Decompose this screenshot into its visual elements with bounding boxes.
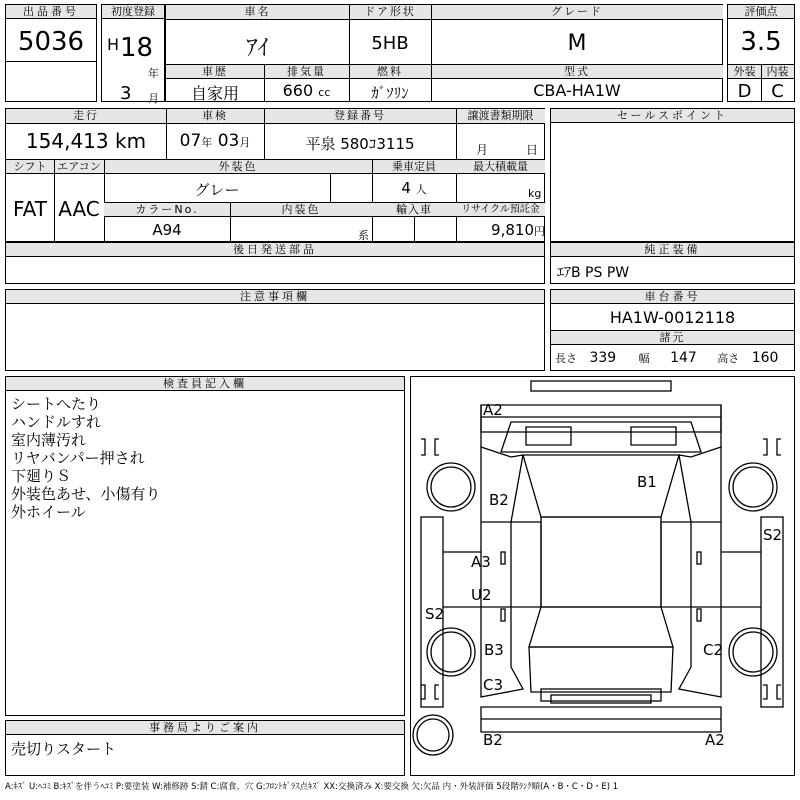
- era: H: [107, 35, 120, 54]
- load-label: 最大積載量: [456, 160, 545, 174]
- displacement-value: [264, 81, 349, 100]
- door-value: 5HB: [371, 33, 409, 54]
- month-unit: 月: [148, 92, 159, 105]
- specs-label: 諸元: [551, 331, 794, 345]
- sales-point-label: セールスポイント: [551, 109, 794, 123]
- displacement-number: 660: [282, 81, 314, 100]
- length-value: 339: [589, 350, 617, 366]
- equipment-value: ｴｱB PS PW: [557, 265, 630, 281]
- width-label: 幅: [638, 352, 650, 365]
- office-label: 事務局よりご案内: [6, 721, 404, 735]
- car-name-value: ｱｲ: [246, 36, 269, 61]
- score-value: 3.5: [740, 27, 782, 57]
- damage-label-b1: B1: [637, 473, 657, 491]
- int-color-label: 内装色: [230, 203, 372, 217]
- damage-label-c3: C3: [483, 676, 504, 694]
- ac-label: エアコン: [54, 160, 104, 174]
- damage-label-b2-bottom: B2: [483, 731, 503, 749]
- inspector-notes: [11, 395, 161, 521]
- int-color-unit: 系: [358, 229, 369, 242]
- lot-number-label: 出品番号: [6, 5, 96, 19]
- mileage-unit: km: [115, 129, 147, 153]
- score-label: 評価点: [728, 5, 794, 19]
- equipment-label: 純正装備: [551, 243, 794, 257]
- import-label: 輸入車: [372, 203, 456, 217]
- inspector-note: 下廻りＳ: [11, 467, 72, 485]
- grade-value: M: [567, 31, 587, 56]
- lot-number-value: 5036: [17, 27, 85, 57]
- damage-label-a2-top: A2: [483, 401, 503, 419]
- specs-row: [555, 350, 790, 366]
- inspector-box: [5, 376, 405, 716]
- legend-text: A:ｷｽﾞ U:ﾍｺﾐ B:ｷｽﾞを伴うﾍｺﾐ P:要塗装 W:補修跡 S:錆 C:腐食、穴 G:ﾌﾛﾝﾄｶﾞﾗｽ点ｷｽﾞ XX:交換済み X:要交換 欠:欠品 内・外装評価 5段階ﾗﾝｸ順(A・B・C・D・E) 1: [5, 782, 619, 792]
- recycle-label: リサイクル預託金: [456, 203, 545, 217]
- model-label: 型式: [431, 65, 723, 79]
- displacement-label: 排気量: [264, 65, 349, 79]
- mileage-label: 走行: [6, 109, 166, 124]
- car-diagram: [411, 377, 794, 775]
- office-note: 売切りスタート: [11, 740, 117, 758]
- mileage-number: 154,413: [25, 129, 109, 153]
- chassis-value: HA1W-0012118: [609, 308, 736, 327]
- recycle-value: [456, 221, 545, 239]
- inspector-label: 検査員記入欄: [6, 377, 404, 391]
- height-value: 160: [751, 350, 779, 366]
- sales-point-box: [550, 108, 795, 242]
- color-no-value: A94: [152, 221, 182, 239]
- reg-no-label: 登録番号: [264, 109, 456, 124]
- displacement-unit: cc: [318, 86, 331, 99]
- damage-label-s2-left: S2: [425, 605, 445, 623]
- car-name-label: 車名: [166, 5, 349, 20]
- score-box: [727, 4, 795, 102]
- width-value: 147: [670, 350, 697, 366]
- damage-label-b2-left: B2: [489, 491, 509, 509]
- reg-no-value: 平泉 580ｺ3115: [305, 135, 415, 153]
- chassis-label: 車台番号: [551, 290, 794, 304]
- recycle-number: 9,810: [491, 221, 534, 239]
- color-no-label: カラーNo.: [104, 203, 230, 217]
- damage-label-u2: U2: [471, 586, 492, 604]
- history-value: 自家用: [190, 84, 239, 103]
- inspector-note: 室内薄汚れ: [11, 431, 87, 449]
- inspection-value: 07年 03月: [179, 131, 251, 151]
- first-registration-box: [101, 4, 165, 105]
- equipment-box: [550, 242, 795, 284]
- ext-color-label: 外装色: [104, 160, 372, 174]
- inspector-note: 外装色あせ、小傷有り: [11, 485, 161, 503]
- height-label: 高さ: [717, 352, 740, 365]
- chassis-box: [550, 289, 795, 371]
- year-unit: 年: [148, 67, 159, 80]
- first-reg-year: 18: [120, 33, 154, 63]
- shift-value: FAT: [12, 197, 47, 221]
- damage-label-s2-right: S2: [763, 526, 783, 544]
- damage-label-c2: C2: [703, 641, 724, 659]
- inspector-note: ハンドルすれ: [11, 413, 102, 431]
- inspector-note: リヤバンパー押され: [11, 449, 145, 467]
- door-label: ドア形状: [349, 5, 431, 20]
- interior-grade: C: [771, 81, 784, 102]
- fuel-value: ｶﾞｿﾘﾝ: [371, 84, 409, 102]
- lot-number-box: [5, 4, 97, 102]
- inspection-label: 車検: [166, 109, 264, 124]
- exterior-grade: D: [737, 81, 752, 102]
- damage-label-b3: B3: [484, 641, 504, 659]
- notes-label: 注意事項欄: [6, 290, 544, 304]
- car-diagram-box: [410, 376, 795, 776]
- damage-label-a2-bottom: A2: [705, 731, 725, 749]
- first-registration-label: 初度登録: [102, 5, 164, 19]
- transfer-day: 日: [526, 143, 539, 157]
- first-reg-month: 3: [120, 83, 132, 104]
- interior-label: 内装: [761, 65, 794, 79]
- later-parts-label: 後日発送部品: [6, 243, 544, 257]
- insp-month: 03: [217, 131, 240, 151]
- history-label: 車歴: [166, 65, 264, 79]
- capacity-value: [372, 179, 456, 197]
- model-value: CBA-HA1W: [533, 81, 621, 100]
- recycle-unit: 円: [534, 225, 545, 238]
- damage-label-a3: A3: [471, 553, 491, 571]
- inspector-note: 外ホイール: [11, 503, 86, 521]
- transfer-month: 月: [476, 143, 489, 157]
- ac-value: AAC: [58, 197, 100, 221]
- mileage-value: [6, 129, 166, 153]
- inspector-note: シートへたり: [11, 395, 102, 413]
- length-label: 長さ: [555, 352, 577, 365]
- notes-box: [5, 289, 545, 371]
- later-parts-box: [5, 242, 545, 284]
- car-spec-box: [165, 4, 723, 102]
- exterior-label: 外装: [728, 65, 761, 79]
- vehicle-detail-box: [5, 108, 545, 242]
- shift-label: シフト: [6, 160, 54, 174]
- capacity-label: 乗車定員: [372, 160, 456, 174]
- fuel-label: 燃料: [349, 65, 431, 79]
- ext-color-value: グレー: [194, 181, 240, 199]
- office-box: [5, 720, 405, 776]
- capacity-unit: 人: [415, 183, 427, 196]
- transfer-label: 譲渡書類期限: [456, 109, 545, 124]
- grade-label: グレード: [431, 5, 723, 20]
- load-unit: kg: [528, 187, 542, 200]
- capacity-number: 4: [401, 179, 411, 197]
- insp-year: 07: [179, 131, 202, 151]
